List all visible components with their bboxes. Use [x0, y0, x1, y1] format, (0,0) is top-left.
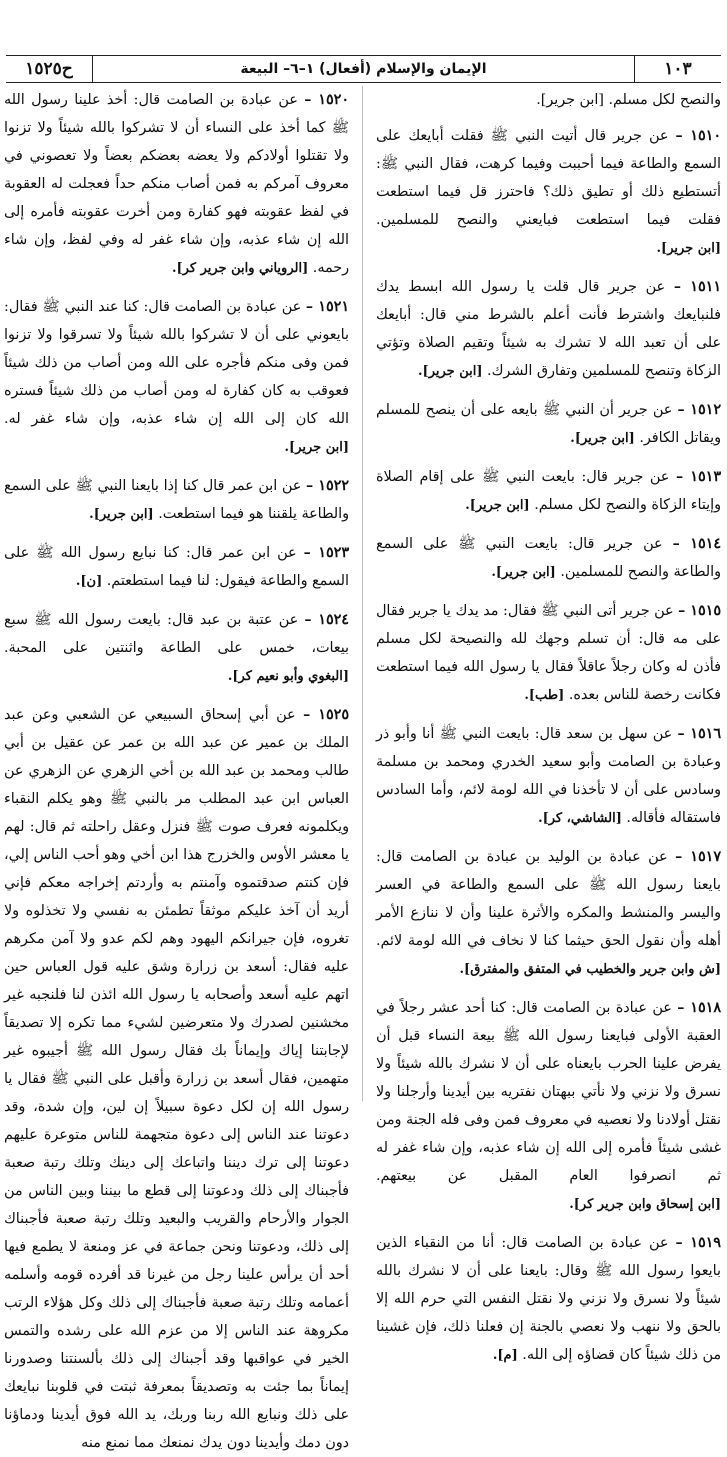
hadith-number: ١٥٢١ –	[305, 299, 349, 315]
hadith-number: ١٥١٥ –	[678, 603, 721, 619]
hadith-source: [البغوي وأبو نعيم كر].	[227, 669, 349, 684]
hadith-source: [ابن جرير].	[89, 507, 154, 522]
hadith-1513	[376, 463, 721, 520]
hadith-text: عن جرير قال: بايعت النبي ﷺ على السمع والطاعة والنصح للمسلمين.	[376, 536, 721, 580]
hadith-number: ١٥١٦ –	[677, 726, 722, 742]
left-column	[4, 86, 350, 1451]
hadith-number: ١٥١٣ –	[676, 469, 721, 485]
hadith-text: عن جرير أن النبي ﷺ بايعه على أن ينصح للمسلم ويقاتل الكافر.	[376, 402, 721, 446]
hadith-text: عن جرير قال قلت يا رسول الله ابسط يدك فلنبايعك واشترط فأنت أعلم بالشرط مني قال: أبايعك على أن تعبد الله لا تشرك به شيئاً وتقيم الصلاة وتؤتي الزكاة وتنصح للمسلمين وتفارق الشرك.	[376, 279, 721, 379]
hadith-1512	[376, 396, 721, 453]
hadith-text: عن ابن عمر قال كنا إذا بايعنا النبي ﷺ على السمع والطاعة يلقننا هو فيما استطعت.	[4, 478, 349, 522]
right-column	[376, 86, 722, 1363]
hadith-number: ١٥١٢ –	[677, 402, 721, 418]
hadith-number: ١٥١٩ –	[675, 1235, 721, 1251]
hadith-text: عن عبادة بن الصامت قال: أخذ علينا رسول الله ﷺ كما أخذ على النساء أن لا تشركوا بالله شيئاً ولا تزنوا ولا تقتلوا أولادكم ولا يعضه بعضكم بعضاً ولا تعصوني في معروف آمركم به فمن أصاب منكم حداً فعجلت له العقوبة في لفظ عقوبته فهو كفارة ومن أخرت عقوبته فأمره إلى الله إن شاء عذبه، وإن شاء غفر له وفي لفظ، وإن شاء رحمه.	[4, 92, 349, 276]
hadith-source: [ن].	[75, 574, 103, 589]
continuation-source: [ابن جرير].	[536, 92, 604, 108]
hadith-1517	[376, 843, 721, 984]
hadith-number: ١٥١٨ –	[677, 1000, 721, 1016]
hadith-number: ١٥٢٥ –	[303, 707, 349, 723]
hadith-1511	[376, 273, 721, 386]
hadith-1519	[376, 1229, 721, 1370]
hadith-text: عن جرير قال أتيت النبي ﷺ فقلت أبايعك على السمع والطاعة فيما أحببت وفيما كرهت، فقال النبي ﷺ: أتستطيع ذلك أو تطيق ذلك؟ فاحترز قل فيما استطعت فقلت فيما استطعت فبايعني والنصح للمسلمين.	[376, 128, 721, 228]
hadith-1510	[376, 122, 721, 263]
hadith-number: ١٥٢٢ –	[306, 478, 349, 494]
hadith-number: ١٥١٧ –	[675, 849, 721, 865]
hadith-text: عن جرير قال: بايعت النبي ﷺ على إقام الصلاة وإيتاء الزكاة والنصح لكل مسلم.	[376, 469, 721, 513]
hadith-1515	[376, 597, 721, 710]
hadith-source: [ابن جرير].	[284, 440, 349, 455]
hadith-1514	[376, 530, 721, 587]
hadith-text: عن عبادة بن الصامت قال: كنا عند النبي ﷺ فقال: بايعوني على أن لا تشركوا بالله شيئاً ولا تسرقوا ولا تزنوا فمن وفى منكم فأجره على الله ومن أصاب من ذلك شيئاً فعوقب به كان كفارة له ومن أصاب من ذلك شيئاً فستره الله كان إلى الله إن شاء عذبه، وإن شاء غفر له.	[4, 299, 349, 427]
page-number: ١٠٣	[634, 56, 721, 82]
page-header	[6, 55, 721, 83]
hadith-text: عن عبادة بن الصامت قال: أنا من النقباء الذين بايعوا رسول الله ﷺ وقال: بايعنا على أن لا نشرك بالله شيئاً ولا نسرق ولا نزني ولا نقتل النفس التي حرم الله إلا بالحق ولا ننهب ولا نعصي بالجنة إن فعلنا ذلك، فإن غشينا من ذلك شيئاً كان قضاؤه إلى الله.	[376, 1235, 721, 1363]
hadith-source: [الروياني وابن جرير كر].	[172, 261, 309, 276]
hadith-number: ١٥٢٣ –	[303, 545, 349, 561]
hadith-source: [ش وابن جرير والخطيب في المتفق والمفترق].	[459, 962, 721, 977]
hadith-1525	[4, 701, 349, 1457]
hadith-source: [ابن جرير].	[656, 241, 721, 256]
hadith-source: [ابن جرير].	[570, 431, 635, 446]
continuation-text	[376, 86, 721, 114]
hadith-1523	[4, 539, 349, 596]
hadith-1516	[376, 720, 721, 833]
hadith-text: عن عبادة بن الوليد بن عبادة بن الصامت قال: بايعنا رسول الله ﷺ على السمع والطاعة في العسر واليسر والمنشط والمكره والأثرة علينا وأن لا ننازع الأمر أهله وأن نقول الحق حيثما كنا لا نخاف في الله لومة لائم.	[376, 849, 721, 949]
hadith-1518	[376, 994, 721, 1219]
hadith-1524	[4, 606, 349, 691]
hadith-number: ١٥١٤ –	[672, 536, 721, 552]
hadith-1522	[4, 472, 349, 529]
hadith-source: [الشاشي، كر].	[538, 811, 622, 826]
hadith-number: ١٥٢٠ –	[304, 92, 350, 108]
hadith-source: [ابن جرير].	[418, 364, 483, 379]
hadith-source: [م].	[492, 1348, 518, 1363]
hadith-text: عن ابن عمر قال: كنا نبايع رسول الله ﷺ على السمع والطاعة فيقول: لنا فيما استطعتم.	[4, 545, 349, 589]
hadith-text: عن عبادة بن الصامت قال: كنا أحد عشر رجلاً في العقبة الأولى فبايعنا رسول الله ﷺ بيعة النساء قبل أن يفرض علينا الحرب بايعناه على أن لا نشرك بالله شيئاً ولا نسرق ولا نزني ولا نأتي ببهتان نفتريه بين أيدينا وأرجلنا ولا نقتل أولادنا ولا نعصيه في معروف فمن وفى فله الجنة ومن غشى شيئاً فأمره إلى الله إن شاء عذبه، وإن شاء غفر له ثم انصرفوا العام المقبل عن بيعتهم.	[376, 1000, 721, 1184]
hadith-text: عن عتبة بن عبد قال: بايعت رسول الله ﷺ سبع بيعات، خمس على الطاعة واثنتين على المحبة.	[4, 612, 349, 656]
hadith-range-code: ح١٥٢٥	[6, 56, 93, 82]
hadith-text: عن جرير أتى النبي ﷺ فقال: مد يدك يا جرير فقال على مه قال: أن تسلم وجهك لله والنصيحة لكل مسلم فأذن له وكان رجلاً عاقلاً فقال يا رسول الله فيما استطعت فكانت رخصة للناس بعده.	[376, 603, 721, 703]
hadith-number: ١٥٢٤ –	[304, 612, 349, 628]
hadith-number: ١٥١١ –	[673, 279, 721, 295]
hadith-source: [ابن جرير].	[465, 498, 530, 513]
column-divider	[362, 86, 363, 1101]
hadith-source: [طب].	[524, 688, 565, 703]
hadith-1520	[4, 86, 349, 283]
hadith-source: [ابن جرير].	[491, 565, 556, 580]
running-title: الإيمان والإسلام (أفعال) ١–٦– البيعة	[240, 61, 487, 77]
hadith-source: [ابن إسحاق وابن جرير كر].	[569, 1197, 721, 1212]
hadith-1521	[4, 293, 349, 462]
hadith-text: عن سهل بن سعد قال: بايعت النبي ﷺ أنا وأبو ذر وعبادة بن الصامت وأبو سعيد الخدري ومحمد بن مسلمة وسادس على أن لا تأخذنا في الله لومة لائم، وأما السادس فاستقاله فأقاله.	[376, 726, 721, 826]
hadith-number: ١٥١٠ –	[675, 128, 721, 144]
continuation-body: والنصح لكل مسلم.	[608, 92, 721, 108]
hadith-text: عن أبي إسحاق السبيعي عن الشعبي وعن عبد الملك بن عمير عن عبد الله بن عمر عن عقيل بن أبي طالب ومحمد بن عبد الله بن أخي الزهري عن الزهري عن العباس ابن عبد المطلب مر بالنبي ﷺ وهو يكلم النقباء ويكلمونه فعرف صوت ﷺ فنزل وعقل راحلته ثم قال: لهم يا معشر الأوس والخزرج هذا ابن أخي وهو أحب الناس إلي، فإن كنتم صدقتموه وآمنتم به وأردتم إخراجه معكم فإني أريد أن آخذ عليكم موثقاً تطمئن به نفسي ولا تخذلوه ولا تغروه، فإن جيرانكم اليهود وهم لكم عدو ولا آمن مكرهم عليه فقال: أسعد بن زرارة وشق عليه قول العباس حين اتهم عليه أسعد وأصحابه يا رسول الله ائذن لنا فلنجبه غير مخشنين لصدرك ولا متعرضين لشيء مما تكره إلا تصديقاً لإجابتنا إياك وإيماناً بك فقال رسول الله ﷺ أجيبوه غير متهمين، فقال أسعد بن زرارة وأقبل على النبي ﷺ فقال يا رسول الله إن لكل دعوة سبيلاً إن لين، وإن شدة، وقد دعوتنا عند الناس إلى دعوة متجهمة للناس متوعرة عليهم دعوتنا إلى ترك ديننا واتباعك إلى دينك وتلك رتبة صعبة فأجبناك إلى ذلك ودعوتنا إلى قطع ما بيننا وبين الناس من الجوار والأرحام والقريب والبعيد وتلك رتبة صعبة فأجبناك إلى ذلك، ودعوتنا ونحن جماعة في عز ومنعة لا يطمع فيها أحد أن يرأس علينا رجل من غيرنا قد أفرده قومه وأسلمه أعمامه وتلك رتبة صعبة فأجبناك إلى ذلك وكل هؤلاء الرتب مكروهة عند الناس إلا من عزم الله على رشده والتمس الخير في عواقبها وقد أجبناك إلى ذلك بألسنتنا وصدورنا إيماناً بما جئت به وتصديقاً بمعرفة ثبتت في قلوبنا نبايعك على ذلك ونبايع الله ربنا وربك، يد الله فوق أيدينا ودماؤنا دون دمك وأيدينا دون يدك نمنعك مما نمنع منه	[4, 707, 349, 1451]
